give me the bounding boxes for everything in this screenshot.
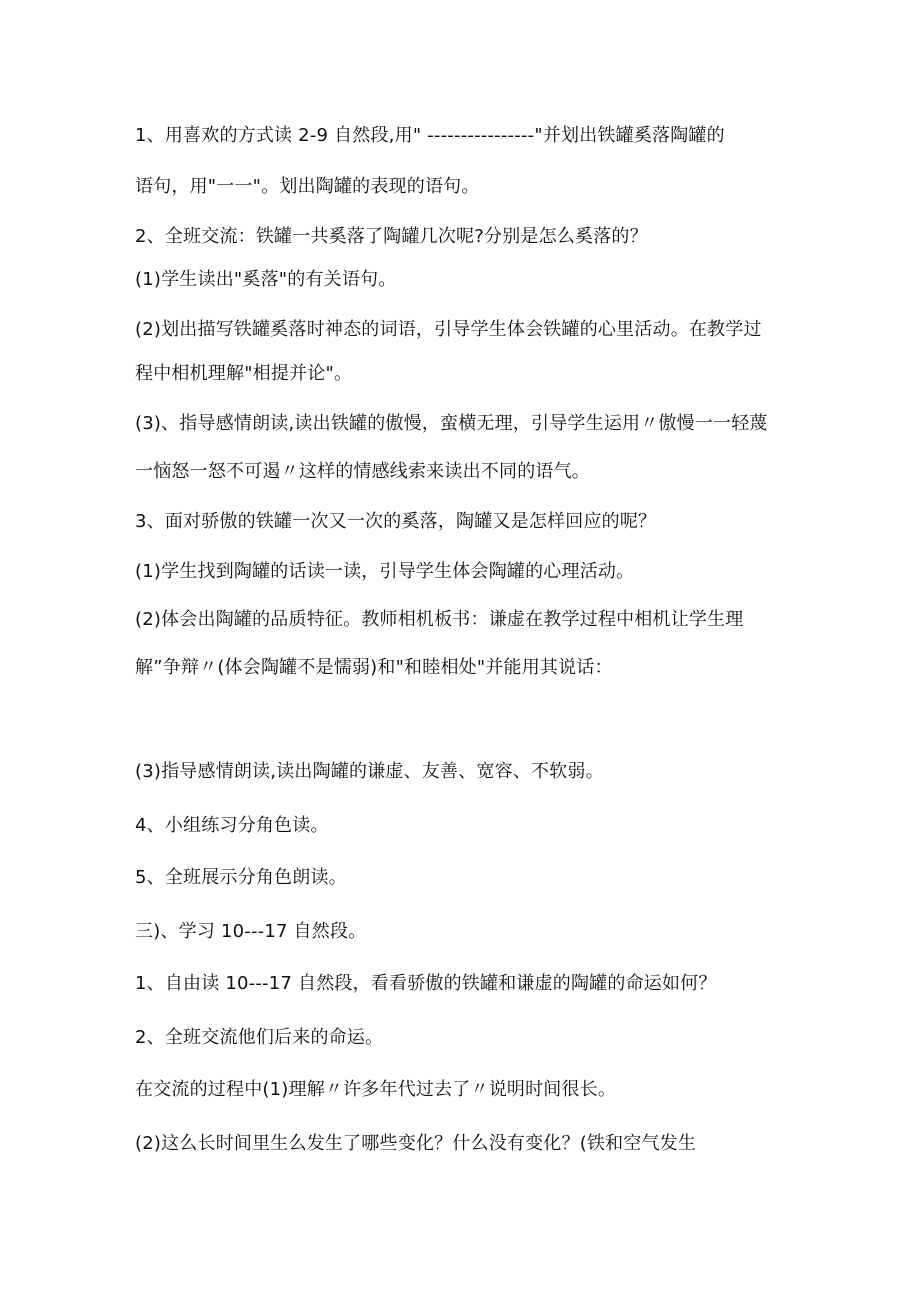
- text-line: 三)、学习 10---17 自然段。: [135, 921, 367, 942]
- text-line: 4、小组练习分角色读。: [135, 815, 329, 836]
- text-line: 语句，用"一一"。划出陶罐的表现的语句。: [135, 176, 480, 197]
- text-line: 5、全班展示分角色朗读。: [135, 867, 347, 888]
- text-line: 2、全班交流他们后来的命运。: [135, 1027, 384, 1048]
- text-line: 解”争辩〃(体会陶罐不是懦弱)和"和睦相处"并能用其说话：: [135, 657, 613, 678]
- text-line: 程中相机理解"相提并论"。: [135, 363, 353, 384]
- text-line: 一恼怒一怒不可遏〃这样的情感线索来读出不同的语气。: [135, 461, 590, 482]
- text-line: 在交流的过程中(1)理解〃许多年代过去了〃说明时间很长。: [135, 1079, 617, 1100]
- text-line: (2)划出描写铁罐奚落时神态的词语，引导学生体会铁罐的心里活动。在教学过: [135, 319, 762, 340]
- text-line: 1、自由读 10---17 自然段，看看骄傲的铁罐和谦虚的陶罐的命运如何？: [135, 973, 717, 994]
- text-line: (2)体会出陶罐的品质特征。教师相机板书：谦虚在教学过程中相机让学生理: [135, 609, 744, 630]
- text-line: (1)学生读出"奚落"的有关语句。: [135, 269, 397, 290]
- text-line: (3)、指导感情朗读,读出铁罐的傲慢，蛮横无理，引导学生运用〃傲慢一一轻蔑: [135, 413, 768, 434]
- text-line: 1、用喜欢的方式读 2-9 自然段,用" ----------------"并划出铁罐奚落陶罐的: [135, 125, 725, 146]
- text-line: 3、面对骄傲的铁罐一次又一次的奚落，陶罐又是怎样回应的呢？: [135, 511, 657, 532]
- text-line: (3)指导感情朗读,读出陶罐的谦虚、友善、宽容、不软弱。: [135, 761, 604, 782]
- text-line: (1)学生找到陶罐的话读一读，引导学生体会陶罐的心理活动。: [135, 561, 635, 582]
- text-line: (2)这么长时间里生么发生了哪些变化？什么没有变化？(铁和空气发生: [135, 1133, 697, 1154]
- text-line: 2、全班交流：铁罐一共奚落了陶罐几次呢?分别是怎么奚落的？: [135, 226, 648, 247]
